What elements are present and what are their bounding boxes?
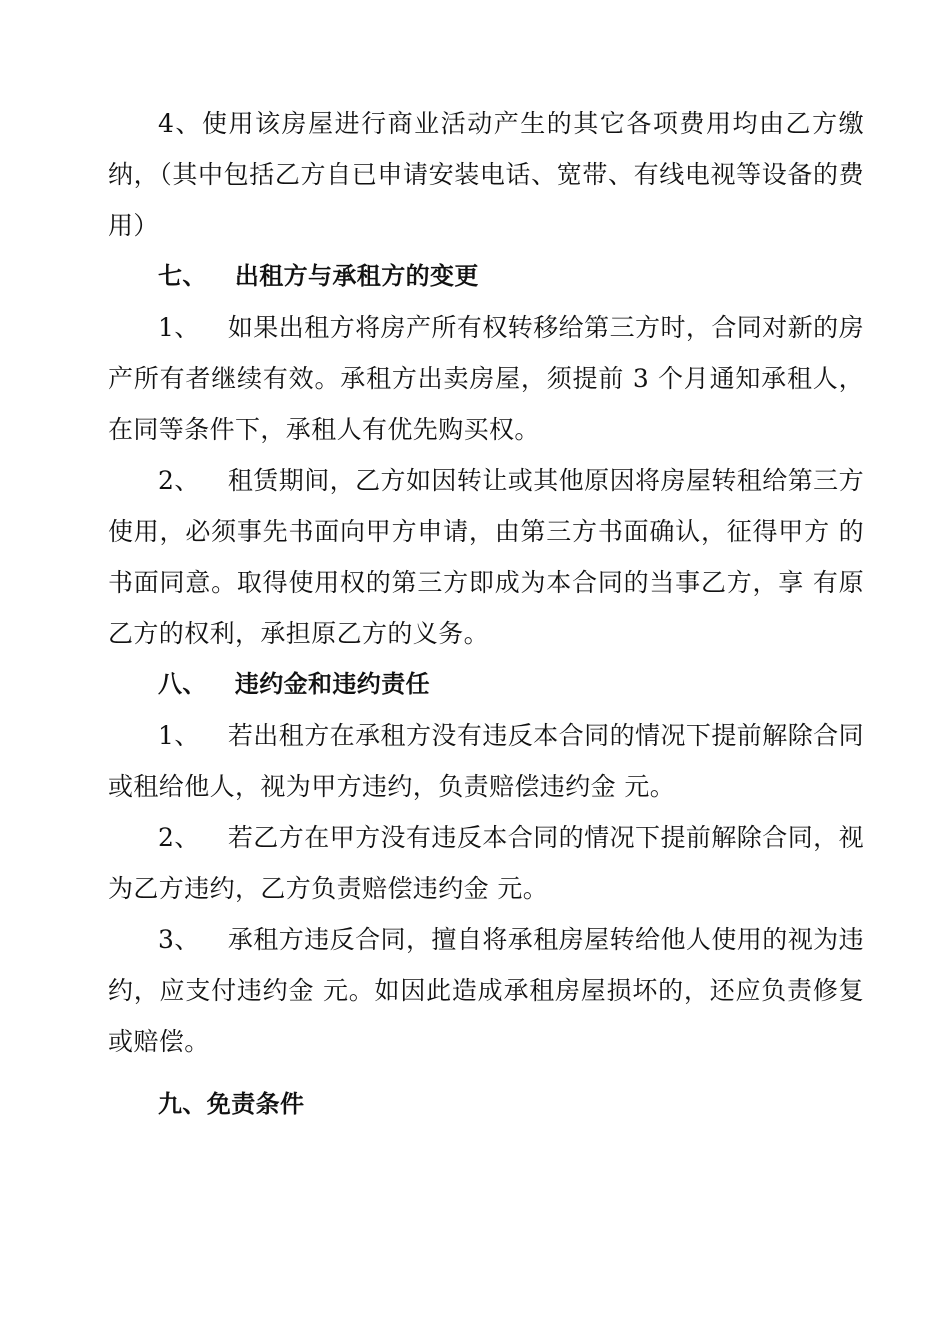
clause-text: 如果出租方将房产所有权转移给第三方时，合同对新的房产所有者继续有效。承租方出卖房屋，须提前 3 个月通知承租人，在同等条件下，承租人有优先购买权。 [108,313,864,444]
section-title-7: 出租方与承租方的变更 [234,262,479,290]
section-number-8: 八、 [158,670,207,698]
clause-8-2 [108,812,864,914]
section-heading-7 [108,251,864,302]
section-heading-9: 九、免责条件 [158,1090,305,1118]
clause-number: 2、 [158,466,200,495]
clause-text: 若乙方在甲方没有违反本合同的情况下提前解除合同，视为乙方违约，乙方负责赔偿违约金 元。 [108,823,864,903]
clause-8-3 [108,914,864,1067]
clause-text: 承租方违反合同，擅自将承租房屋转给他人使用的视为违约，应支付违约金 元。如因此造成承租房屋损坏的，还应负责修复或赔偿。 [108,925,864,1056]
section-heading-8 [108,659,864,710]
clause-number: 2、 [158,823,200,852]
clause-8-1 [108,710,864,812]
paragraph-cost-clause: 4、使用该房屋进行商业活动产生的其它各项费用均由乙方缴纳，（其中包括乙方自已申请安装电话、宽带、有线电视等设备的费用） [108,109,864,240]
section-title-8: 违约金和违约责任 [234,670,431,698]
clause-text: 租赁期间，乙方如因转让或其他原因将房屋转租给第三方使用，必须事先书面向甲方申请，由第三方书面确认，征得甲方 的书面同意。取得使用权的第三方即成为本合同的当事乙方，享 有原乙方的权利，承担原乙方的义务。 [108,466,864,648]
clause-number: 1、 [158,721,200,750]
clause-7-1 [108,302,864,455]
clause-number: 3、 [158,925,200,954]
section-number-7: 七、 [158,262,207,290]
clause-7-2 [108,455,864,659]
clause-number: 1、 [158,313,200,342]
document-body [108,98,864,1130]
clause-text: 若出租方在承租方没有违反本合同的情况下提前解除合同或租给他人，视为甲方违约，负责赔偿违约金 元。 [108,721,864,801]
